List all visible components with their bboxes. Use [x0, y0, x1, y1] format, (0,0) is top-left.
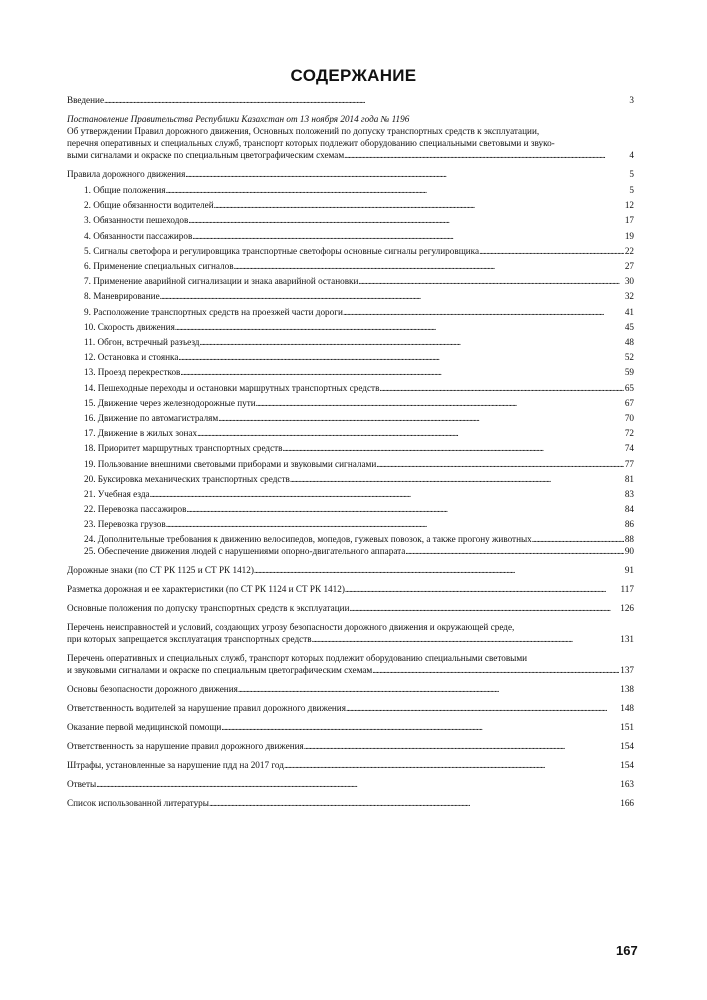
toc-page-number: 88 — [624, 533, 634, 544]
toc-page-number: 131 — [620, 633, 634, 644]
dot-leader — [283, 441, 624, 456]
dot-leader — [96, 778, 619, 790]
toc-page-number: 19 — [624, 230, 634, 241]
toc-chapter-entry[interactable] — [67, 533, 634, 545]
toc-page-number: 117 — [620, 583, 634, 594]
toc-chapter-entry[interactable] — [67, 381, 634, 396]
toc-entry-text: 10. Скорость движения — [84, 321, 175, 332]
dot-leader — [192, 229, 624, 244]
toc-page-number: 166 — [620, 797, 634, 808]
toc-chapter-entry[interactable] — [67, 487, 634, 502]
toc-entry-bibliography[interactable] — [67, 797, 634, 809]
toc-page-number: 138 — [620, 683, 634, 694]
toc-entry-faults[interactable] — [67, 633, 634, 645]
toc-entry-text: 9. Расположение транспортных средств на проезжей части дороги — [84, 306, 343, 317]
dot-leader — [178, 350, 623, 365]
toc-entry-text: Разметка дорожная и ее характеристики (по СТ РК 1124 и СТ РК 1412) — [67, 583, 345, 594]
toc-page-number: 74 — [624, 443, 634, 454]
dot-leader — [350, 602, 620, 614]
toc-chapter-entry[interactable] — [67, 517, 634, 532]
dot-leader — [290, 472, 624, 487]
toc-entry-text: Ответственность водителей за нарушение правил дорожного движения — [67, 702, 346, 713]
dot-leader — [180, 365, 623, 380]
resolution-heading: Постановление Правительства Республики Казахстан от 13 ноября 2014 года № 1196 — [67, 114, 410, 124]
toc-entry-signs[interactable] — [67, 564, 634, 576]
rules-chapter-list — [67, 183, 634, 557]
dot-leader — [104, 94, 628, 106]
toc-page-number: 67 — [624, 397, 634, 408]
dot-leader — [175, 320, 624, 335]
toc-page-number: 48 — [624, 337, 634, 348]
toc-page-number: 148 — [620, 702, 634, 713]
toc-page-number: 154 — [620, 759, 634, 770]
toc-page-number: 27 — [624, 261, 634, 272]
toc-entry-liability[interactable] — [67, 740, 634, 752]
toc-chapter-entry[interactable] — [67, 229, 634, 244]
dot-leader — [166, 517, 624, 532]
toc-entry-text: Введение — [67, 95, 105, 105]
dot-leader — [160, 289, 624, 304]
table-of-contents — [67, 94, 634, 809]
toc-entry-text: Ответы — [67, 778, 97, 789]
toc-entry-text: Правила дорожного движения — [67, 169, 186, 179]
dot-leader — [405, 545, 623, 557]
toc-entry-text: 11. Обгон, встречный разъезд — [84, 337, 200, 348]
toc-page-number: 154 — [620, 740, 634, 751]
toc-entry-resolution[interactable] — [67, 149, 634, 161]
toc-page-number: 3 — [629, 95, 634, 105]
dot-leader — [343, 305, 624, 320]
toc-entry-responsibility[interactable] — [67, 702, 634, 714]
resolution-line: Об утверждении Правил дорожного движения, Основных положений по допуску транспортных средств к эксплуатации, — [67, 126, 540, 136]
toc-entry-text: Ответственность за нарушение правил дорожного движения — [67, 740, 304, 751]
dot-leader — [199, 335, 623, 350]
dot-leader — [166, 183, 629, 198]
dot-leader — [254, 564, 624, 576]
toc-page-number: 70 — [624, 413, 634, 424]
toc-page-number: 32 — [624, 291, 634, 302]
toc-chapter-entry[interactable] — [67, 259, 634, 274]
dot-leader — [150, 487, 624, 502]
toc-page-number: 41 — [624, 306, 634, 317]
toc-entry-text: 18. Приоритет маршрутных транспортных средств — [84, 443, 283, 454]
toc-chapter-entry[interactable] — [67, 320, 634, 335]
dot-leader — [312, 633, 620, 645]
dot-leader — [214, 198, 624, 213]
toc-entry-text: Дорожные знаки (по СТ РК 1125 и СТ РК 1412) — [67, 564, 254, 575]
toc-entry-text: 8. Маневрирование — [84, 291, 160, 302]
dot-leader — [344, 149, 628, 161]
toc-entry-admission[interactable] — [67, 602, 634, 614]
toc-chapter-entry[interactable] — [67, 305, 634, 320]
toc-page-number: 5 — [629, 169, 634, 179]
toc-entry-text: 2. Общие обязанности водителей — [84, 200, 214, 211]
toc-entry-text: 23. Перевозка грузов — [84, 519, 166, 530]
toc-entry-text: 22. Перевозка пассажиров — [84, 504, 187, 515]
toc-entry-text: 12. Остановка и стоянка — [84, 352, 179, 363]
toc-entry-text: Основные положения по допуску транспортных средств к эксплуатации — [67, 602, 350, 613]
toc-chapter-entry[interactable] — [67, 411, 634, 426]
toc-page-number: 5 — [629, 185, 634, 195]
dot-leader — [185, 168, 628, 180]
toc-page-number: 84 — [624, 504, 634, 515]
toc-page-number: 90 — [624, 545, 634, 556]
dot-leader — [221, 721, 619, 733]
toc-chapter-entry[interactable] — [67, 198, 634, 213]
toc-entry-text: 17. Движение в жилых зонах — [84, 428, 198, 439]
toc-page-number: 52 — [624, 352, 634, 363]
dot-leader — [238, 683, 619, 695]
dot-leader — [234, 259, 624, 274]
toc-page-number: 22 — [624, 245, 634, 256]
dot-leader — [379, 381, 623, 396]
dot-leader — [218, 411, 624, 426]
dot-leader — [345, 583, 620, 595]
toc-chapter-entry[interactable] — [67, 441, 634, 456]
toc-page-number: 81 — [624, 473, 634, 484]
toc-page-number: 30 — [624, 276, 634, 287]
toc-page-number: 45 — [624, 321, 634, 332]
toc-entry-text: 24. Дополнительные требования к движению велосипедов, мопедов, гужевых повозок, а также прогону животных — [84, 533, 532, 544]
toc-entry-fines[interactable] — [67, 759, 634, 771]
toc-chapter-entry[interactable] — [67, 472, 634, 487]
dot-leader — [188, 213, 623, 228]
toc-page-number: 163 — [620, 778, 634, 789]
toc-entry-first-aid[interactable] — [67, 721, 634, 733]
dot-leader — [532, 533, 624, 545]
toc-page-number: 12 — [624, 200, 634, 211]
toc-entry-text: 20. Буксировка механических транспортных средств — [84, 473, 290, 484]
toc-entry-text: при которых запрещается эксплуатация транспортных средств — [67, 633, 312, 644]
dot-leader — [284, 759, 619, 771]
toc-entry-text: 21. Учебная езда — [84, 489, 150, 500]
toc-entry-text: Оказание первой медицинской помощи — [67, 721, 222, 732]
toc-entry-text: Основы безопасности дорожного движения — [67, 683, 238, 694]
dot-leader — [376, 457, 624, 472]
dot-leader — [304, 740, 619, 752]
toc-chapter-entry[interactable] — [67, 244, 634, 259]
toc-entry-services-line: Перечень оперативных и специальных служб, транспорт которых подлежит оборудованию специальными световыми — [67, 652, 528, 663]
toc-chapter-entry[interactable] — [67, 274, 634, 289]
toc-page-number: 17 — [624, 215, 634, 226]
toc-chapter-entry[interactable] — [67, 183, 634, 198]
toc-chapter-entry[interactable] — [67, 213, 634, 228]
toc-entry-text: 3. Обязанности пешеходов — [84, 215, 189, 226]
toc-page-number: 65 — [624, 382, 634, 393]
toc-entry-text: 15. Движение через железнодорожные пути — [84, 397, 256, 408]
toc-entry-markings[interactable] — [67, 583, 634, 595]
toc-chapter-entry[interactable] — [67, 426, 634, 441]
toc-entry-text: 13. Проезд перекрестков — [84, 367, 181, 378]
dot-leader — [197, 426, 624, 441]
toc-entry-text: 6. Применение специальных сигналов — [84, 261, 234, 272]
toc-entry-text: 19. Пользование внешними световыми приборами и звуковыми сигналами — [84, 458, 377, 469]
toc-entry-answers[interactable] — [67, 778, 634, 790]
toc-chapter-entry[interactable] — [67, 350, 634, 365]
toc-page-number: 151 — [620, 721, 634, 732]
toc-page-number: 91 — [624, 564, 634, 575]
toc-chapter-entry[interactable] — [67, 396, 634, 411]
toc-page-number: 126 — [620, 602, 634, 613]
toc-entry-services[interactable] — [67, 664, 634, 676]
toc-entry-text: 16. Движение по автомагистралям — [84, 413, 219, 424]
toc-entry-text: 14. Пешеходные переходы и остановки маршрутных транспортных средств — [84, 382, 380, 393]
toc-entry-text: 4. Обязанности пассажиров — [84, 230, 193, 241]
toc-entry-text: выми сигналами и окраске по специальным цветографическим схемам — [67, 150, 345, 160]
page-title: СОДЕРЖАНИЕ — [290, 66, 417, 85]
toc-page-number: 72 — [624, 428, 634, 439]
toc-entry-text: Список использованной литературы — [67, 797, 209, 808]
toc-chapter-entry[interactable] — [67, 545, 634, 557]
dot-leader — [346, 702, 619, 714]
toc-chapter-entry[interactable] — [67, 502, 634, 517]
resolution-line: перечня оперативных и специальных служб, транспорт которых подлежит оборудованию специальными световыми и звуко- — [67, 138, 555, 148]
toc-chapter-entry[interactable] — [67, 457, 634, 472]
page-number: 167 — [616, 943, 638, 958]
toc-entry-text: 1. Общие положения — [84, 185, 166, 195]
toc-chapter-entry[interactable] — [67, 289, 634, 304]
toc-chapter-entry[interactable] — [67, 335, 634, 350]
toc-page-number: 137 — [620, 664, 634, 675]
toc-page-number: 59 — [624, 367, 634, 378]
toc-entry-text: 5. Сигналы светофора и регулировщика транспортные светофоры основные сигналы регулировщика — [84, 245, 480, 256]
toc-page-number: 4 — [629, 150, 634, 160]
dot-leader — [358, 274, 623, 289]
toc-entry-faults-line: Перечень неисправностей и условий, создающих угрозу безопасности дорожного движения и окружающей среде, — [67, 621, 515, 632]
dot-leader — [256, 396, 624, 411]
toc-page-number: 86 — [624, 519, 634, 530]
toc-entry-safety[interactable] — [67, 683, 634, 695]
dot-leader — [372, 664, 619, 676]
toc-entry-text: и звуковыми сигналами и окраске по специальным цветографическим схемам — [67, 664, 373, 675]
toc-page-number: 83 — [624, 489, 634, 500]
toc-entry-text: 7. Применение аварийной сигнализации и знака аварийной остановки — [84, 276, 359, 287]
dot-leader — [187, 502, 624, 517]
toc-entry-rules[interactable] — [67, 168, 634, 180]
dot-leader — [479, 244, 624, 259]
toc-entry-text: 25. Обеспечение движения людей с нарушениями опорно-двигательного аппарата — [84, 545, 406, 556]
toc-entry-text: Штрафы, установленные за нарушение пдд на 2017 год — [67, 759, 284, 770]
toc-chapter-entry[interactable] — [67, 365, 634, 380]
toc-page-number: 77 — [624, 458, 634, 469]
dot-leader — [209, 797, 619, 809]
toc-entry-intro[interactable] — [67, 94, 634, 106]
